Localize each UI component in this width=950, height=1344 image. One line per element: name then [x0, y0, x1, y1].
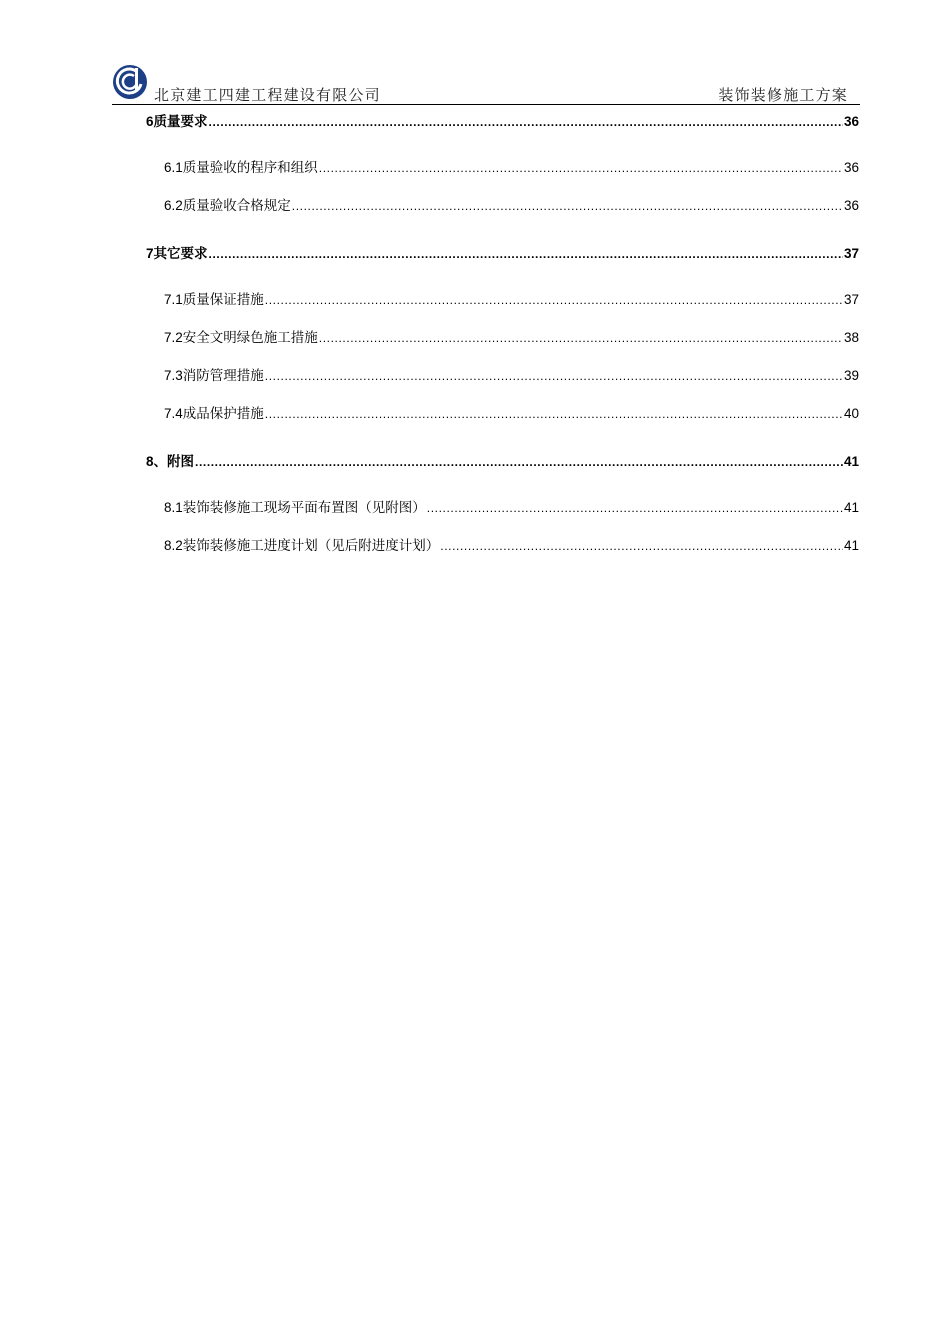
- toc-entry-page: 39: [843, 368, 859, 383]
- toc-entry-title: 质量验收合格规定: [182, 198, 291, 214]
- toc-entry-number: 8.2: [164, 538, 183, 553]
- toc-entry[interactable]: [146, 110, 859, 130]
- toc-leader: [195, 455, 843, 469]
- table-of-contents: [146, 110, 859, 554]
- toc-leader: [265, 293, 843, 307]
- toc-entry-title: 成品保护措施: [182, 406, 264, 422]
- toc-entry-number: 7.3: [164, 368, 183, 383]
- toc-entry-title: 装饰装修施工进度计划（见后附进度计划）: [182, 538, 440, 554]
- toc-entry[interactable]: [146, 364, 859, 384]
- toc-entry-page: 41: [843, 454, 859, 469]
- toc-entry-number: 7.4: [164, 406, 183, 421]
- toc-entry-page: 38: [843, 330, 859, 345]
- toc-entry-title: 质量要求: [153, 114, 208, 130]
- toc-entry[interactable]: [146, 242, 859, 262]
- toc-leader: [209, 115, 843, 129]
- toc-entry-title: 安全文明绿色施工措施: [182, 330, 318, 346]
- toc-leader: [265, 369, 843, 383]
- toc-leader: [265, 407, 843, 421]
- toc-entry-title: 其它要求: [153, 246, 208, 262]
- toc-entry[interactable]: [146, 450, 859, 470]
- toc-entry-title: 质量验收的程序和组织: [182, 160, 318, 176]
- toc-leader: [319, 161, 843, 175]
- toc-entry-title: 、附图: [153, 454, 195, 470]
- toc-entry-number: 7.1: [164, 292, 183, 307]
- toc-entry-number: 7.2: [164, 330, 183, 345]
- toc-entry-title: 装饰装修施工现场平面布置图（见附图）: [182, 500, 426, 516]
- toc-leader: [319, 331, 843, 345]
- document-title: 装饰装修施工方案: [718, 86, 848, 104]
- toc-entry-page: 36: [843, 114, 859, 129]
- toc-entry[interactable]: [146, 194, 859, 214]
- toc-entry[interactable]: [146, 156, 859, 176]
- toc-entry-title: 质量保证措施: [182, 292, 264, 308]
- toc-entry-page: 41: [843, 500, 859, 515]
- toc-entry-page: 37: [843, 246, 859, 261]
- toc-leader: [427, 501, 843, 515]
- toc-entry-number: 8: [146, 454, 154, 469]
- toc-entry[interactable]: [146, 326, 859, 346]
- toc-entry-page: 41: [843, 538, 859, 553]
- toc-entry[interactable]: [146, 496, 859, 516]
- toc-entry-number: 6: [146, 114, 154, 129]
- toc-entry[interactable]: [146, 402, 859, 422]
- page-header: [112, 64, 860, 106]
- toc-leader: [440, 539, 843, 553]
- toc-entry-number: 6.2: [164, 198, 183, 213]
- company-name: 北京建工四建工程建设有限公司: [154, 86, 381, 104]
- toc-leader: [292, 199, 843, 213]
- toc-entry-page: 37: [843, 292, 859, 307]
- toc-entry[interactable]: [146, 288, 859, 308]
- toc-entry[interactable]: [146, 534, 859, 554]
- toc-entry-page: 36: [843, 160, 859, 175]
- toc-entry-number: 6.1: [164, 160, 183, 175]
- toc-leader: [209, 247, 843, 261]
- toc-entry-number: 8.1: [164, 500, 183, 515]
- toc-entry-page: 40: [843, 406, 859, 421]
- toc-entry-page: 36: [843, 198, 859, 213]
- toc-entry-title: 消防管理措施: [182, 368, 264, 384]
- company-logo-icon: [112, 64, 148, 100]
- header-divider: [112, 104, 860, 105]
- toc-entry-number: 7: [146, 246, 154, 261]
